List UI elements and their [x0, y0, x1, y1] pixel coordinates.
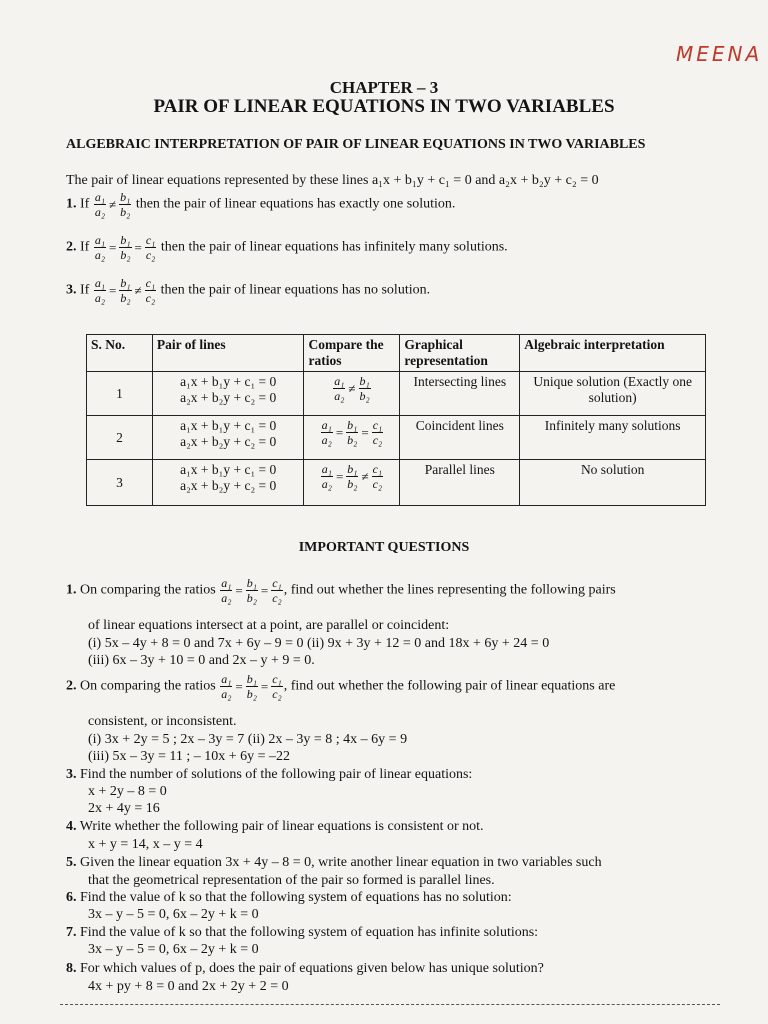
cell-graphical: Intersecting lines — [400, 372, 520, 416]
fraction-den: a₂ — [94, 248, 105, 262]
fraction-den: b₂ — [347, 477, 358, 491]
comparison-table — [86, 334, 706, 506]
question-text: Find the value of k so that the following system of equation has infinite solutions: — [80, 925, 539, 940]
fraction-den: a₂ — [321, 433, 332, 447]
fraction-num: a₁ — [321, 418, 332, 432]
cell-graphical: Parallel lines — [400, 460, 520, 506]
question-text: Write whether the following pair of linear equations is consistent or not. — [79, 819, 484, 834]
ratio-expression — [93, 276, 157, 305]
header-algebraic: Algebraic interpretation — [520, 335, 706, 372]
question-line: that the geometrical representation of the pair so formed is parallel lines. — [88, 873, 495, 888]
question-6 — [66, 890, 512, 906]
condition-number: 3. — [66, 282, 77, 298]
eq-sign: = — [335, 424, 344, 440]
fraction-num: b₁ — [246, 576, 257, 590]
question-5 — [66, 855, 602, 871]
question-text: , find out whether the lines representing the following pairs — [283, 582, 616, 598]
fraction-num: a₁ — [94, 233, 105, 247]
fraction-num: b₁ — [359, 374, 370, 388]
cell-ratio — [304, 372, 400, 416]
fraction-den: b₂ — [120, 205, 131, 219]
section-heading: ALGEBRAIC INTERPRETATION OF PAIR OF LINEAR EQUATIONS IN TWO VARIABLES — [66, 137, 646, 152]
fraction-num: b₁ — [347, 418, 358, 432]
fraction-num: a₁ — [221, 672, 232, 686]
eq-sign: = — [260, 582, 269, 598]
cell-algebraic: Unique solution (Exactly one solution) — [520, 372, 706, 416]
eq-sign: = — [235, 678, 243, 694]
fraction-num: b₁ — [246, 672, 257, 686]
question-line: consistent, or inconsistent. — [88, 714, 237, 729]
fraction-den: c₂ — [272, 687, 282, 701]
header-compare: Compare the ratios — [304, 335, 400, 372]
ratio-expression — [219, 672, 284, 701]
question-text: For which values of p, does the pair of equations given below has unique solution? — [80, 961, 544, 976]
cell-ratio — [304, 416, 400, 460]
fraction-den: c₂ — [372, 477, 383, 491]
cell-ratio — [304, 460, 400, 506]
header-pair: Pair of lines — [152, 335, 304, 372]
equation-1: a₁x + b₁y + c₁ = 0 — [180, 462, 277, 477]
fraction-num: a₁ — [221, 576, 232, 590]
fraction-den: a₂ — [334, 389, 345, 403]
fraction-den: b₂ — [120, 248, 131, 262]
fraction-num: c₁ — [372, 418, 383, 432]
fraction-num: c₁ — [145, 233, 156, 247]
question-1 — [66, 576, 616, 605]
question-line: 4x + py + 8 = 0 and 2x + 2y + 2 = 0 — [88, 979, 289, 994]
equation-2: a₂x + b₂y + c₂ = 0 — [180, 434, 277, 449]
equation-1: a₁x + b₁y + c₁ = 0 — [180, 374, 277, 389]
question-number: 4. — [66, 819, 77, 834]
chapter-label: CHAPTER – 3 — [329, 78, 439, 97]
question-line: (i) 5x – 4y + 8 = 0 and 7x + 6y – 9 = 0 (ii) 9x + 3y + 12 = 0 and 18x + 6y + 24 = 0 — [88, 636, 550, 651]
eq-sign: = — [109, 282, 117, 298]
fraction-den: b₂ — [120, 291, 131, 305]
fraction-den: a₂ — [221, 591, 232, 605]
fraction-den: a₂ — [94, 205, 105, 219]
question-7 — [66, 925, 538, 941]
fraction-den: b₂ — [359, 389, 370, 403]
signature: MEENA — [676, 42, 763, 66]
condition-if: If — [80, 239, 90, 255]
question-number: 5. — [66, 855, 77, 870]
question-number: 7. — [66, 925, 77, 940]
question-number: 2. — [66, 678, 77, 694]
equation-2: a₂x + b₂y + c₂ = 0 — [180, 390, 277, 405]
question-2 — [66, 672, 615, 701]
condition-number: 2. — [66, 239, 77, 255]
header-graphical: Graphical representation — [400, 335, 520, 372]
cell-sno: 1 — [87, 372, 153, 416]
condition-1 — [66, 190, 455, 219]
cell-sno: 3 — [87, 460, 153, 506]
ratio-expression — [93, 233, 158, 262]
fraction-num: c₁ — [145, 276, 156, 290]
ratio-expression — [219, 576, 284, 605]
equation-1: a₁x + b₁y + c₁ = 0 — [180, 418, 277, 433]
question-line: (iii) 6x – 3y + 10 = 0 and 2x – y + 9 = 0. — [88, 653, 315, 668]
fraction-num: a₁ — [334, 374, 345, 388]
question-text: Find the number of solutions of the following pair of linear equations: — [80, 767, 473, 782]
fraction-num: b₁ — [120, 233, 131, 247]
condition-3 — [66, 276, 430, 305]
fraction-num: c₁ — [272, 576, 282, 590]
fraction-num: a₁ — [94, 190, 105, 204]
condition-if: If — [80, 282, 90, 298]
question-number: 3. — [66, 767, 77, 782]
condition-number: 1. — [66, 196, 77, 212]
fraction-num: a₁ — [94, 276, 105, 290]
question-number: 8. — [66, 961, 77, 976]
ratio-expression — [93, 190, 132, 219]
cell-pair — [152, 416, 304, 460]
condition-text: then the pair of linear equations has exactly one solution. — [135, 196, 456, 212]
question-line: 3x – y – 5 = 0, 6x – 2y + k = 0 — [88, 907, 259, 922]
important-heading: IMPORTANT QUESTIONS — [298, 540, 470, 555]
fraction-den: a₂ — [321, 477, 332, 491]
neq-sign: ≠ — [109, 196, 117, 212]
condition-text: then the pair of linear equations has no solution. — [160, 282, 431, 298]
question-number: 1. — [66, 582, 77, 598]
eq-sign: = — [335, 468, 344, 484]
condition-if: If — [80, 196, 90, 212]
question-line: (i) 3x + 2y = 5 ; 2x – 3y = 7 (ii) 2x – 3y = 8 ; 4x – 6y = 9 — [88, 732, 408, 747]
page-title: PAIR OF LINEAR EQUATIONS IN TWO VARIABLES — [153, 96, 615, 117]
question-text: , find out whether the following pair of linear equations are — [283, 678, 616, 694]
fraction-den: c₂ — [272, 591, 282, 605]
fraction-num: b₁ — [120, 190, 131, 204]
neq-sign: ≠ — [348, 380, 356, 396]
intro-text: The pair of linear equations represented by these lines a₁x + b₁y + c₁ = 0 and a₂x + b₂y + c₂ = 0 — [66, 173, 599, 188]
question-8 — [66, 961, 544, 977]
condition-text: then the pair of linear equations has infinitely many solutions. — [160, 239, 508, 255]
question-3 — [66, 767, 472, 783]
question-text: On comparing the ratios — [80, 678, 216, 694]
question-line: 2x + 4y = 16 — [88, 801, 160, 816]
bottom-divider — [60, 1004, 720, 1005]
question-text: On comparing the ratios — [80, 582, 216, 598]
cell-algebraic: Infinitely many solutions — [520, 416, 706, 460]
equation-2: a₂x + b₂y + c₂ = 0 — [180, 478, 277, 493]
cell-pair — [152, 460, 304, 506]
table-row — [87, 416, 706, 460]
fraction-den: b₂ — [246, 591, 257, 605]
fraction-num: b₁ — [120, 276, 131, 290]
condition-2 — [66, 233, 508, 262]
question-line: of linear equations intersect at a point, are parallel or coincident: — [88, 618, 450, 633]
table-row — [87, 372, 706, 416]
table-row — [87, 460, 706, 506]
eq-sign: = — [109, 239, 117, 255]
fraction-num: b₁ — [347, 462, 358, 476]
fraction-den: b₂ — [246, 687, 257, 701]
cell-pair — [152, 372, 304, 416]
fraction-den: a₂ — [221, 687, 232, 701]
fraction-den: a₂ — [94, 291, 105, 305]
neq-sign: ≠ — [361, 468, 369, 484]
question-number: 6. — [66, 890, 77, 905]
eq-sign: = — [134, 239, 142, 255]
table-header-row — [87, 335, 706, 372]
cell-sno: 2 — [87, 416, 153, 460]
eq-sign: = — [361, 424, 369, 440]
question-line: x + 2y – 8 = 0 — [88, 784, 167, 799]
fraction-den: b₂ — [347, 433, 358, 447]
question-4 — [66, 819, 484, 835]
question-text: Given the linear equation 3x + 4y – 8 = 0, write another linear equation in two variables such — [80, 855, 602, 870]
cell-algebraic: No solution — [520, 460, 706, 506]
question-line: (iii) 5x – 3y = 11 ; – 10x + 6y = –22 — [88, 749, 291, 764]
question-line: x + y = 14, x – y = 4 — [88, 837, 203, 852]
eq-sign: = — [235, 582, 243, 598]
fraction-den: c₂ — [145, 291, 156, 305]
fraction-num: c₁ — [272, 672, 282, 686]
fraction-num: a₁ — [321, 462, 332, 476]
fraction-den: c₂ — [372, 433, 383, 447]
question-line: 3x – y – 5 = 0, 6x – 2y + k = 0 — [88, 942, 259, 957]
eq-sign: = — [260, 678, 269, 694]
cell-graphical: Coincident lines — [400, 416, 520, 460]
fraction-den: c₂ — [145, 248, 156, 262]
fraction-num: c₁ — [372, 462, 383, 476]
header-sno: S. No. — [87, 335, 153, 372]
neq-sign: ≠ — [134, 282, 142, 298]
question-text: Find the value of k so that the following system of equations has no solution: — [80, 890, 512, 905]
